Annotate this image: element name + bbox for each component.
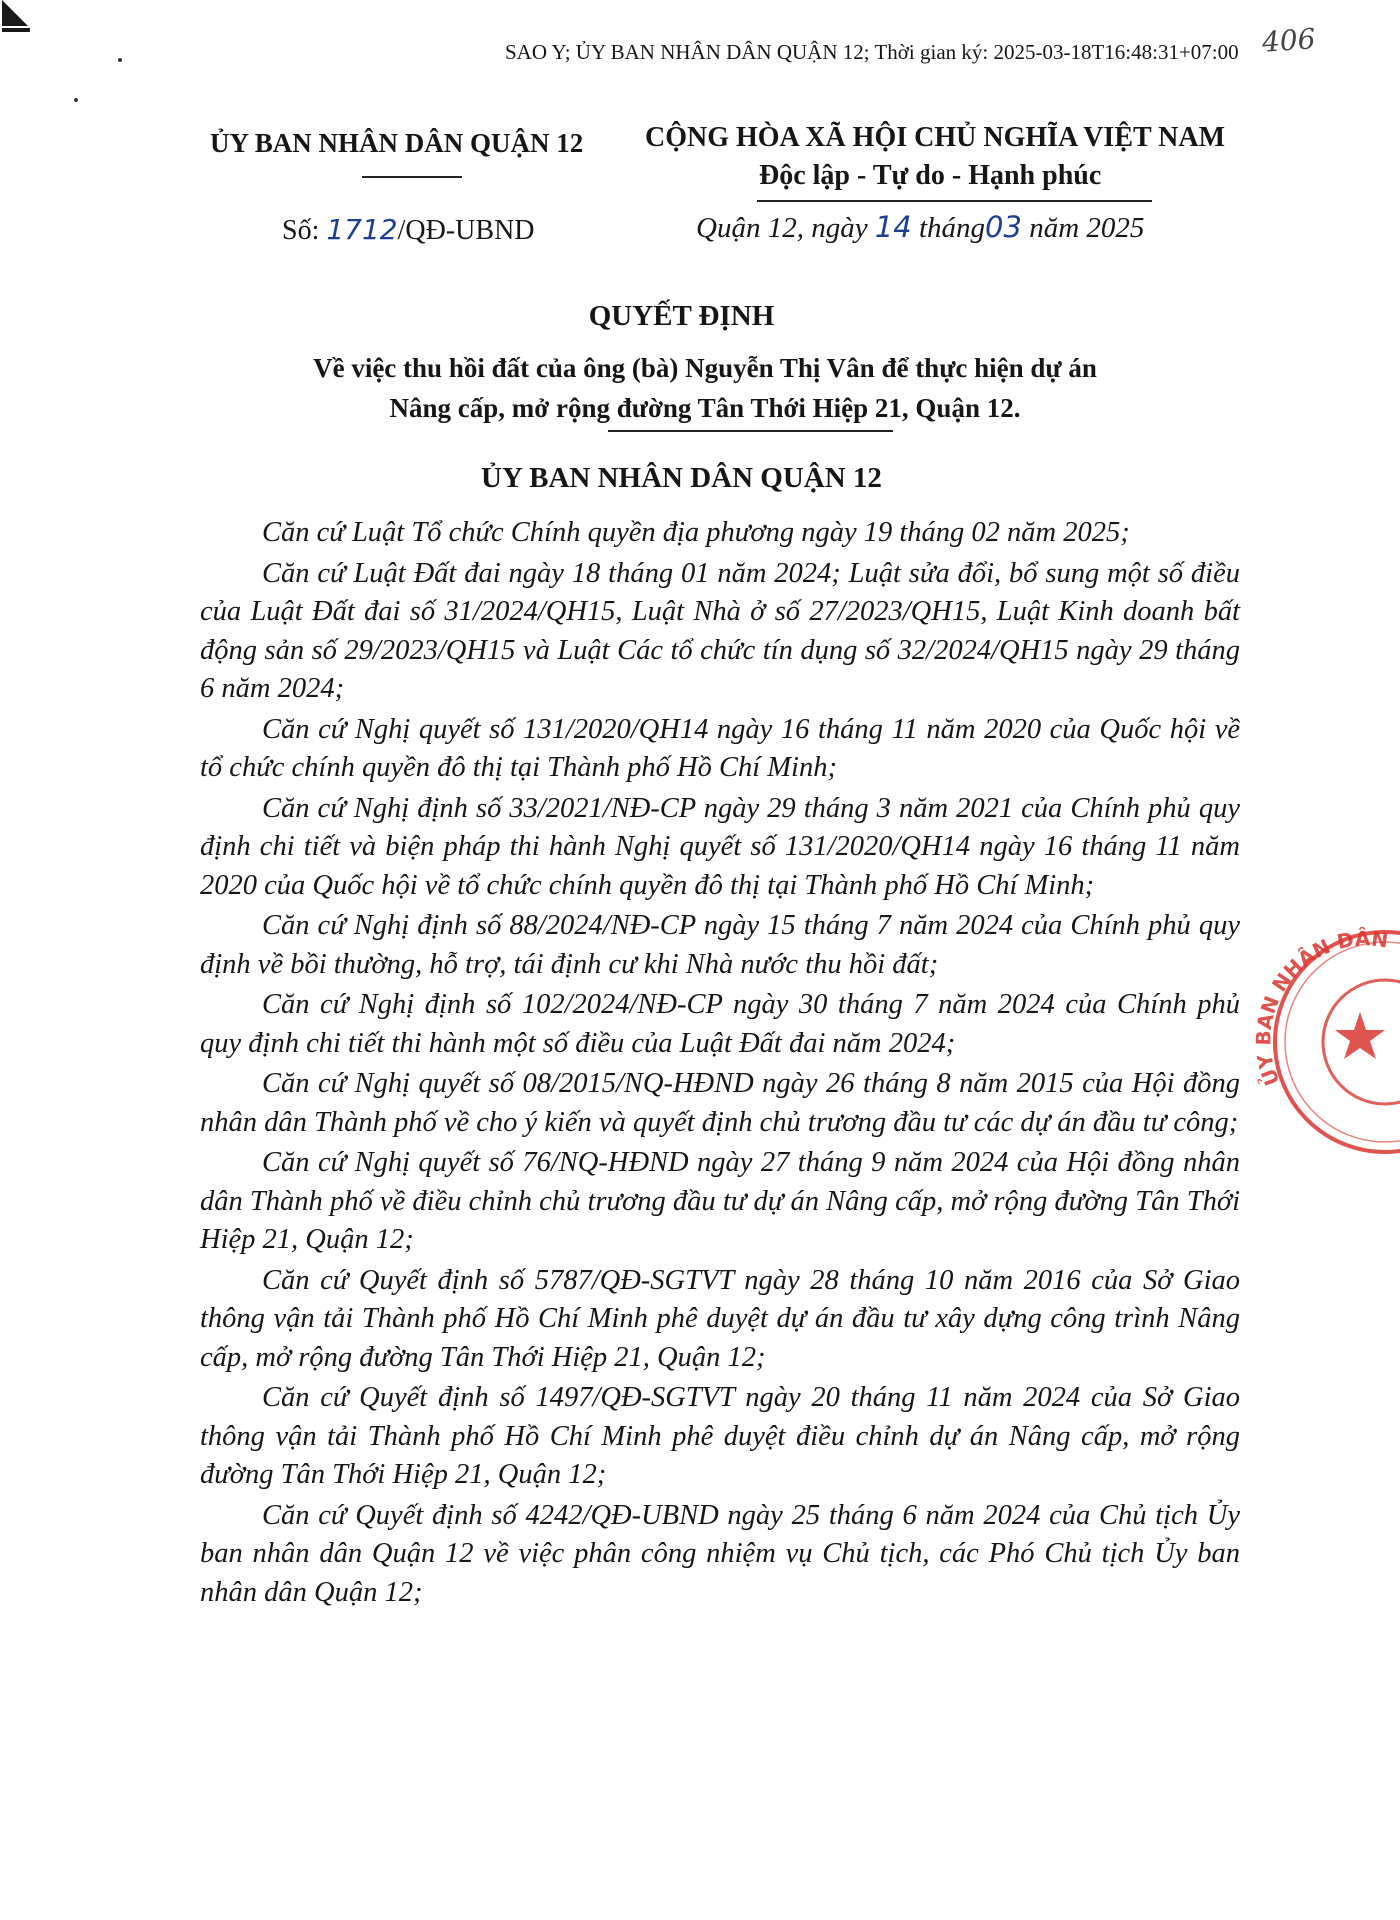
authority-heading: ỦY BAN NHÂN DÂN QUẬN 12 bbox=[481, 462, 882, 494]
legal-basis-paragraph: Căn cứ Quyết định số 5787/QĐ-SGTVT ngày 28 tháng 10 năm 2016 của Sở Giao thông vận tải Thành phố Hồ Chí Minh phê duyệt dự án đầu tư xây dựng công trình Nâng cấp, mở rộng đường Tân Thới Hiệp 21, Quận 12; bbox=[200, 1264, 1240, 1373]
document-subtitle bbox=[180, 348, 1230, 428]
document-number-prefix: Số: bbox=[282, 215, 327, 246]
motto-underline bbox=[757, 200, 1152, 202]
scan-corner-bar bbox=[2, 28, 30, 32]
legal-basis-paragraph: Căn cứ Nghị quyết số 76/NQ-HĐND ngày 27 tháng 9 năm 2024 của Hội đồng nhân dân Thành phố về điều chỉnh chủ trương đầu tư dự án Nâng cấp, mở rộng đường Tân Thới Hiệp 21, Quận 12; bbox=[200, 1147, 1240, 1255]
legal-basis-paragraph: Căn cứ Nghị định số 102/2024/NĐ-CP ngày 30 tháng 7 năm 2024 của Chính phủ quy định chi tiết thi hành một số điều của Luật Đất đai năm 2024; bbox=[200, 989, 1240, 1059]
date-year: năm 2025 bbox=[1021, 212, 1145, 244]
copy-stamp-header: SAO Y; ỦY BAN NHÂN DÂN QUẬN 12; Thời gian ký: 2025-03-18T16:48:31+07:00 bbox=[505, 40, 1239, 64]
issuer-name: ỦY BAN NHÂN DÂN QUẬN 12 bbox=[210, 128, 584, 158]
scan-corner-mark bbox=[2, 0, 28, 26]
national-motto: Độc lập - Tự do - Hạnh phúc bbox=[759, 160, 1102, 191]
red-seal-stamp bbox=[1241, 913, 1400, 1152]
subtitle-line-1: Về việc thu hồi đất của ông (bà) Nguyễn Thị Vân để thực hiện dự án bbox=[313, 353, 1097, 383]
svg-text:ỦY BAN NHÂN DÂN QUẬN bbox=[1241, 913, 1398, 1089]
subtitle-line-2: Nâng cấp, mở rộng đường Tân Thới Hiệp 21, Quận 12. bbox=[389, 393, 1021, 423]
scan-speck bbox=[74, 98, 78, 102]
legal-basis-paragraph: Căn cứ Nghị quyết số 08/2015/NQ-HĐND ngày 26 tháng 8 năm 2015 của Hội đồng nhân dân Thành phố về cho ý kiến và quyết định chủ trương đầu tư các dự án đầu tư công; bbox=[200, 1068, 1240, 1138]
document-number-handwritten: 1712 bbox=[326, 213, 398, 246]
scan-speck bbox=[118, 58, 122, 62]
document-number bbox=[282, 213, 535, 247]
date-day-handwritten: 14 bbox=[874, 210, 912, 244]
legal-basis-paragraph: Căn cứ Quyết định số 4242/QĐ-UBND ngày 25 tháng 6 năm 2024 của Chủ tịch Ủy ban nhân dân Quận 12 về việc phân công nhiệm vụ Chủ tịch, các Phó Chủ tịch Ủy ban nhân dân Quận 12; bbox=[200, 1499, 1240, 1608]
document-date bbox=[696, 210, 1144, 245]
country-name: CỘNG HÒA XÃ HỘI CHỦ NGHĨA VIỆT NAM bbox=[645, 122, 1226, 153]
subtitle-underline bbox=[608, 430, 893, 432]
legal-basis-paragraph: Căn cứ Nghị định số 33/2021/NĐ-CP ngày 29 tháng 3 năm 2021 của Chính phủ quy định chi tiết và biện pháp thi hành Nghị quyết số 131/2020/QH14 ngày 16 tháng 11 năm 2020 của Quốc hội về tổ chức chính quyền đô thị tại Thành phố Hồ Chí Minh; bbox=[200, 792, 1240, 901]
date-month-handwritten: 03 bbox=[985, 210, 1022, 244]
legal-basis-paragraph: Căn cứ Nghị định số 88/2024/NĐ-CP ngày 15 tháng 7 năm 2024 của Chính phủ quy định về bồi thường, hỗ trợ, tái định cư khi Nhà nước thu hồi đất; bbox=[200, 910, 1240, 980]
issuer-underline bbox=[362, 176, 462, 178]
date-place: Quận 12, ngày bbox=[696, 212, 875, 244]
seal-text: ỦY BAN NHÂN DÂN QUẬN bbox=[1241, 913, 1399, 1090]
date-month-label: tháng bbox=[911, 212, 986, 244]
legal-basis-paragraph: Căn cứ Quyết định số 1497/QĐ-SGTVT ngày 20 tháng 11 năm 2024 của Sở Giao thông vận tải Thành phố Hồ Chí Minh phê duyệt điều chỉnh dự án Nâng cấp, mở rộng đường Tân Thới Hiệp 21, Quận 12; bbox=[200, 1382, 1240, 1490]
document-title: QUYẾT ĐỊNH bbox=[588, 300, 775, 332]
legal-basis-paragraph: Căn cứ Luật Tổ chức Chính quyền địa phương ngày 19 tháng 02 năm 2025; bbox=[262, 517, 1130, 548]
document-number-suffix: /QĐ-UBND bbox=[397, 215, 535, 246]
handwritten-page-number: 406 bbox=[1260, 22, 1317, 59]
legal-basis-paragraph: Căn cứ Luật Đất đai ngày 18 tháng 01 năm 2024; Luật sửa đổi, bổ sung một số điều của Luật Đất đai số 31/2024/QH15, Luật Nhà ở số 27/2023/QH15, Luật Kinh doanh bất động sản số 29/2023/QH15 và Luật Các tổ chức tín dụng số 32/2024/QH15 ngày 29 tháng 6 năm 2024; bbox=[200, 557, 1240, 704]
legal-basis-paragraph: Căn cứ Nghị quyết số 131/2020/QH14 ngày 16 tháng 11 năm 2020 của Quốc hội về tổ chức chính quyền đô thị tại Thành phố Hồ Chí Minh; bbox=[200, 713, 1240, 783]
legal-basis-body bbox=[200, 514, 1240, 1614]
